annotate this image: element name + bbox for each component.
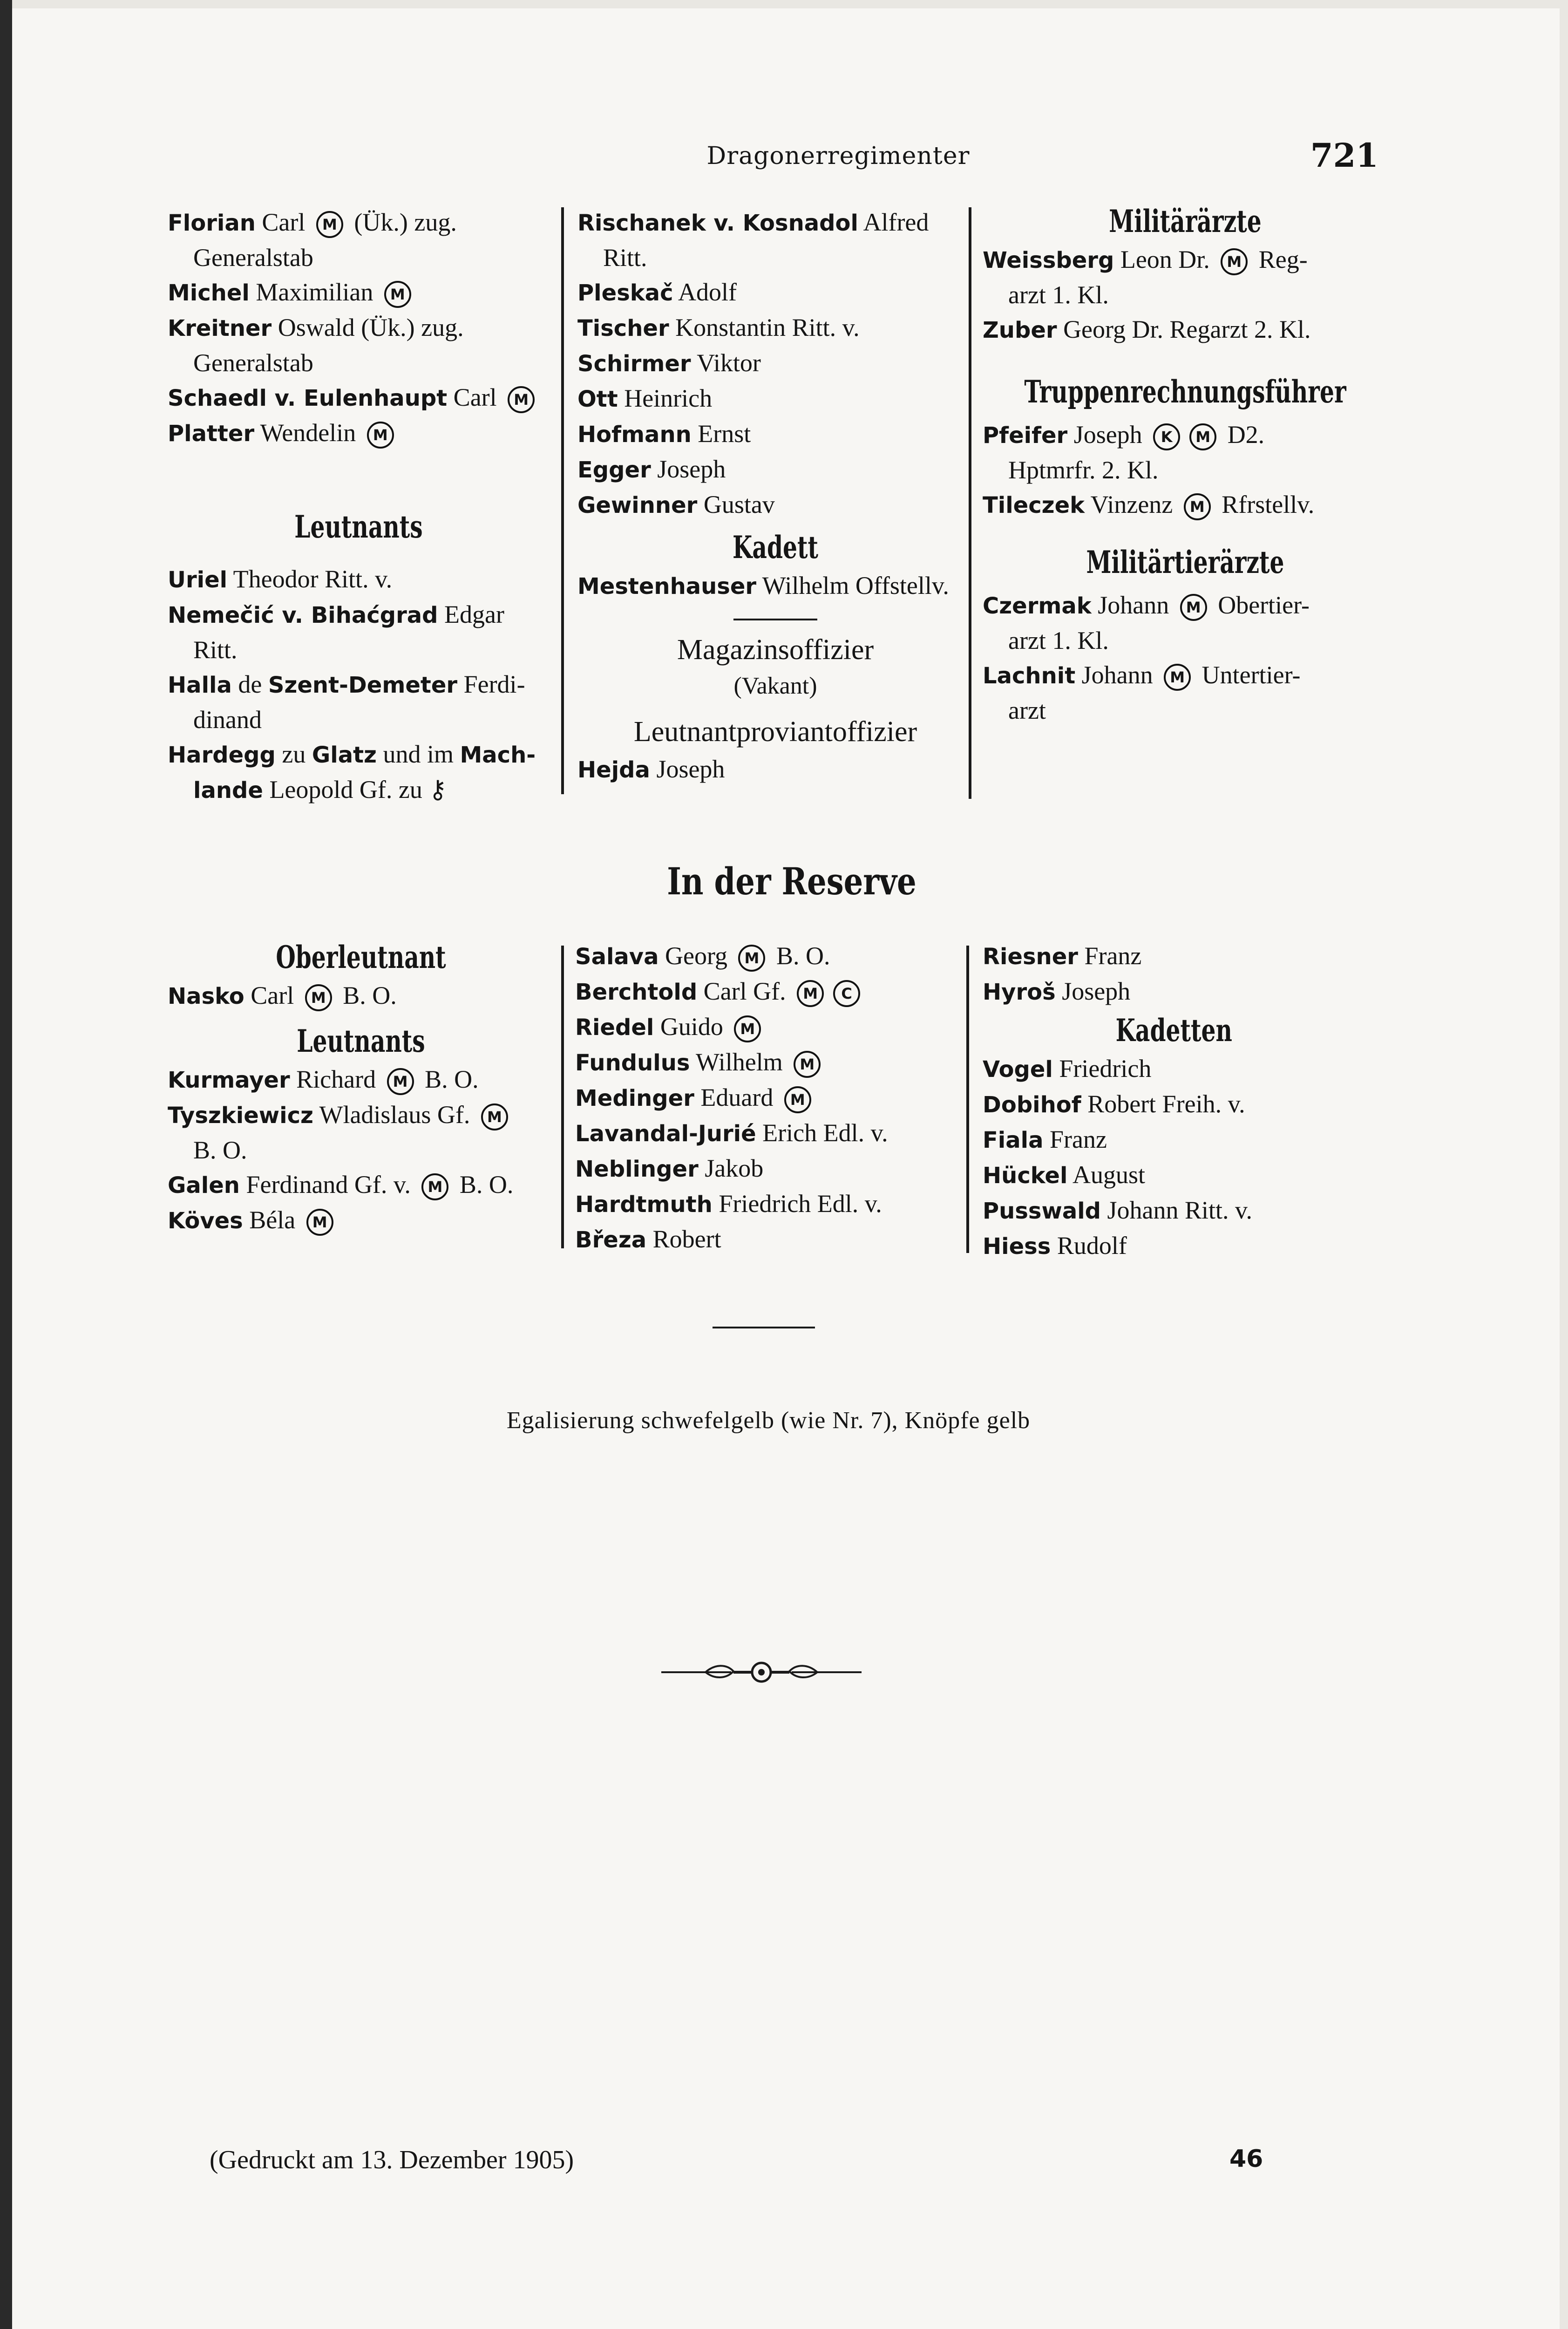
section-heading: Leutnants <box>297 1023 425 1059</box>
signature-mark: 46 <box>1229 2145 1263 2173</box>
reserve-column-1: Oberleutnant Nasko Carl M B. O. Leutnants Kurmayer Richard M B. O. Tyszkiewicz Wladislaus Gf. M B. O. Galen Ferdinand Gf. v. M B. O. Köves Béla M <box>168 936 554 1238</box>
uniform-note: Egalisierung schwefelgelb (wie Nr. 7), Knöpfe gelb <box>506 1407 1031 1434</box>
list-item: Köves Béla M <box>168 1203 554 1238</box>
print-date: (Gedruckt am 13. Dezember 1905) <box>210 2145 574 2174</box>
medal-m-icon: M <box>384 281 411 308</box>
list-item: Kreitner Oswald (Ük.) zug. <box>168 313 464 341</box>
list-item: Michel Maximilian M <box>168 275 550 310</box>
medal-m-icon: M <box>1221 248 1248 275</box>
list-item: Ott Heinrich <box>577 384 713 412</box>
reserve-column-3 <box>983 939 1378 1264</box>
list-item: Halla de Szent-Demeter Ferdi- <box>168 670 525 698</box>
reserve-column-2 <box>575 939 966 1257</box>
list-item: Berchtold Carl Gf. M C <box>575 974 966 1009</box>
list-item: Galen Ferdinand Gf. v. M B. O. <box>168 1167 554 1203</box>
list-item: Pleskač Adolf <box>577 278 737 306</box>
ornament-icon <box>661 1658 862 1686</box>
list-item: Neblinger Jakob <box>575 1154 764 1182</box>
medal-c-icon: C <box>833 980 860 1007</box>
list-item: Medinger Eduard M <box>575 1080 966 1116</box>
medal-m-icon: M <box>1184 493 1211 520</box>
list-item: Zuber Georg Dr. Regarzt 2. Kl. <box>983 315 1311 343</box>
list-item: Rischanek v. Kosnadol Alfred <box>577 208 929 236</box>
list-item: Dobihof Robert Freih. v. <box>983 1090 1245 1118</box>
list-item: Pfeifer Joseph K M D2. <box>983 417 1388 453</box>
list-item: Egger Joseph <box>577 455 726 483</box>
scan-edge-left <box>0 0 12 2329</box>
divider <box>713 1327 815 1328</box>
section-heading: Kadetten <box>1115 1012 1232 1049</box>
section-heading: Leutnants <box>294 509 423 545</box>
medal-m-icon: M <box>306 1209 333 1236</box>
medal-m-icon: M <box>421 1173 448 1200</box>
list-item: Riesner Franz <box>983 942 1142 970</box>
list-item: Weissberg Leon Dr. M Reg- <box>983 242 1388 278</box>
medal-m-icon: M <box>738 945 765 972</box>
column-2: Rischanek v. Kosnadol Alfred Ritt. Pleskač Adolf Tischer Konstantin Ritt. v. Schirmer Viktor Ott Heinrich Hofmann Ernst Egger Joseph Gewinner Gustav Kadett Mestenhauser Wilhelm Offstellv. Magazinsoffizier (Vakant) Leutnantproviantoffizier Hejda Joseph <box>577 205 973 787</box>
medal-m-icon: M <box>784 1086 811 1113</box>
medal-m-icon: M <box>508 386 535 413</box>
medal-m-icon: M <box>794 1051 821 1078</box>
divider <box>733 619 817 620</box>
section-heading: Truppenrechnungsführer <box>1024 374 1346 410</box>
medal-k-icon: K <box>1153 423 1180 450</box>
list-item: Schaedl v. Eulenhaupt Carl M <box>168 380 550 415</box>
list-item: Hückel August <box>983 1161 1145 1189</box>
list-item: Lavandal-Jurié Erich Edl. v. <box>575 1119 888 1147</box>
medal-m-icon: M <box>1189 423 1216 450</box>
list-item: Tileczek Vinzenz M Rfrstellv. <box>983 487 1388 523</box>
list-item: Uriel Theodor Ritt. v. <box>168 565 393 593</box>
medal-m-icon: M <box>367 422 394 449</box>
list-item: Platter Wendelin M <box>168 415 550 451</box>
section-heading: Kadett <box>733 529 818 565</box>
list-item: Riedel Guido M <box>575 1009 966 1045</box>
column-divider <box>966 946 969 1253</box>
medal-m-icon: M <box>734 1015 761 1042</box>
list-item: Hejda Joseph <box>577 755 725 783</box>
list-item: Fiala Franz <box>983 1125 1107 1153</box>
section-heading: Militärtierärzte <box>1086 544 1284 580</box>
list-item: Schirmer Viktor <box>577 349 761 377</box>
list-item: Vogel Friedrich <box>983 1055 1152 1083</box>
list-item: Hiess Rudolf <box>983 1232 1127 1260</box>
running-header: Dragonerregimenter <box>706 142 970 170</box>
vacant-note: (Vakant) <box>733 673 817 699</box>
column-divider <box>561 207 564 794</box>
medal-m-icon: M <box>316 211 343 238</box>
list-item: Tischer Konstantin Ritt. v. <box>577 313 860 341</box>
list-item: Salava Georg M B. O. <box>575 939 966 974</box>
column-1: Florian Carl M (Ük.) zug. Generalstab Michel Maximilian M Kreitner Oswald (Ük.) zug. Generalstab Schaedl v. Eulenhaupt Carl M Platter Wendelin M Leutnants Uriel Theodor Ritt. v. Nemečić v. Bihaćgrad Edgar Ritt. Halla de Szent-Demeter Ferdi- dinand Hardegg zu Glatz und im Mach- lande Leopold Gf. zu ⚷ <box>168 205 550 808</box>
medal-m-icon: M <box>1164 664 1191 691</box>
section-heading: Oberleutnant <box>276 939 446 975</box>
section-heading: Magazinsoffizier <box>677 634 874 666</box>
section-heading: Militärärzte <box>1109 203 1262 239</box>
section-heading: Leutnantproviantoffizier <box>633 716 917 748</box>
list-item: Nasko Carl M B. O. <box>168 978 554 1014</box>
medal-m-icon: M <box>1180 594 1207 621</box>
list-item: Tyszkiewicz Wladislaus Gf. M <box>168 1097 554 1133</box>
list-item: Kurmayer Richard M B. O. <box>168 1062 554 1097</box>
list-item: Gewinner Gustav <box>577 490 775 518</box>
column-divider <box>969 207 971 799</box>
column-3: Militärärzte Weissberg Leon Dr. M Reg- arzt 1. Kl. Zuber Georg Dr. Regarzt 2. Kl. Truppenrechnungsführer Pfeifer Joseph K M D2. Hptmrfr. 2. Kl. Tileczek Vinzenz M Rfrstellv. Militärtierärzte Czermak Johann M Obertier- arzt 1. Kl. Lachnit Johann M Untertier- arzt <box>983 200 1388 728</box>
column-divider <box>561 946 564 1248</box>
list-item: Březa Robert <box>575 1225 721 1253</box>
list-item: Czermak Johann M Obertier- <box>983 588 1388 623</box>
list-item: Hyroš Joseph <box>983 977 1131 1005</box>
medal-m-icon: M <box>305 984 332 1011</box>
page-number: 721 <box>1310 136 1378 175</box>
medal-m-icon: M <box>387 1068 414 1095</box>
medal-m-icon: M <box>481 1103 508 1130</box>
list-item: Lachnit Johann M Untertier- <box>983 658 1388 693</box>
list-item: Fundulus Wilhelm M <box>575 1045 966 1080</box>
list-item: Pusswald Johann Ritt. v. <box>983 1196 1253 1224</box>
list-item: Nemečić v. Bihaćgrad Edgar <box>168 600 504 628</box>
medal-m-icon: M <box>797 980 824 1007</box>
reserve-title: In der Reserve <box>667 859 916 903</box>
list-item: Hofmann Ernst <box>577 420 751 448</box>
list-item: Hardegg zu Glatz und im Mach- <box>168 740 536 768</box>
list-item: Hardtmuth Friedrich Edl. v. <box>575 1190 882 1218</box>
list-item: Florian Carl M (Ük.) zug. <box>168 205 550 240</box>
list-item: Mestenhauser Wilhelm Offstellv. <box>577 572 949 599</box>
